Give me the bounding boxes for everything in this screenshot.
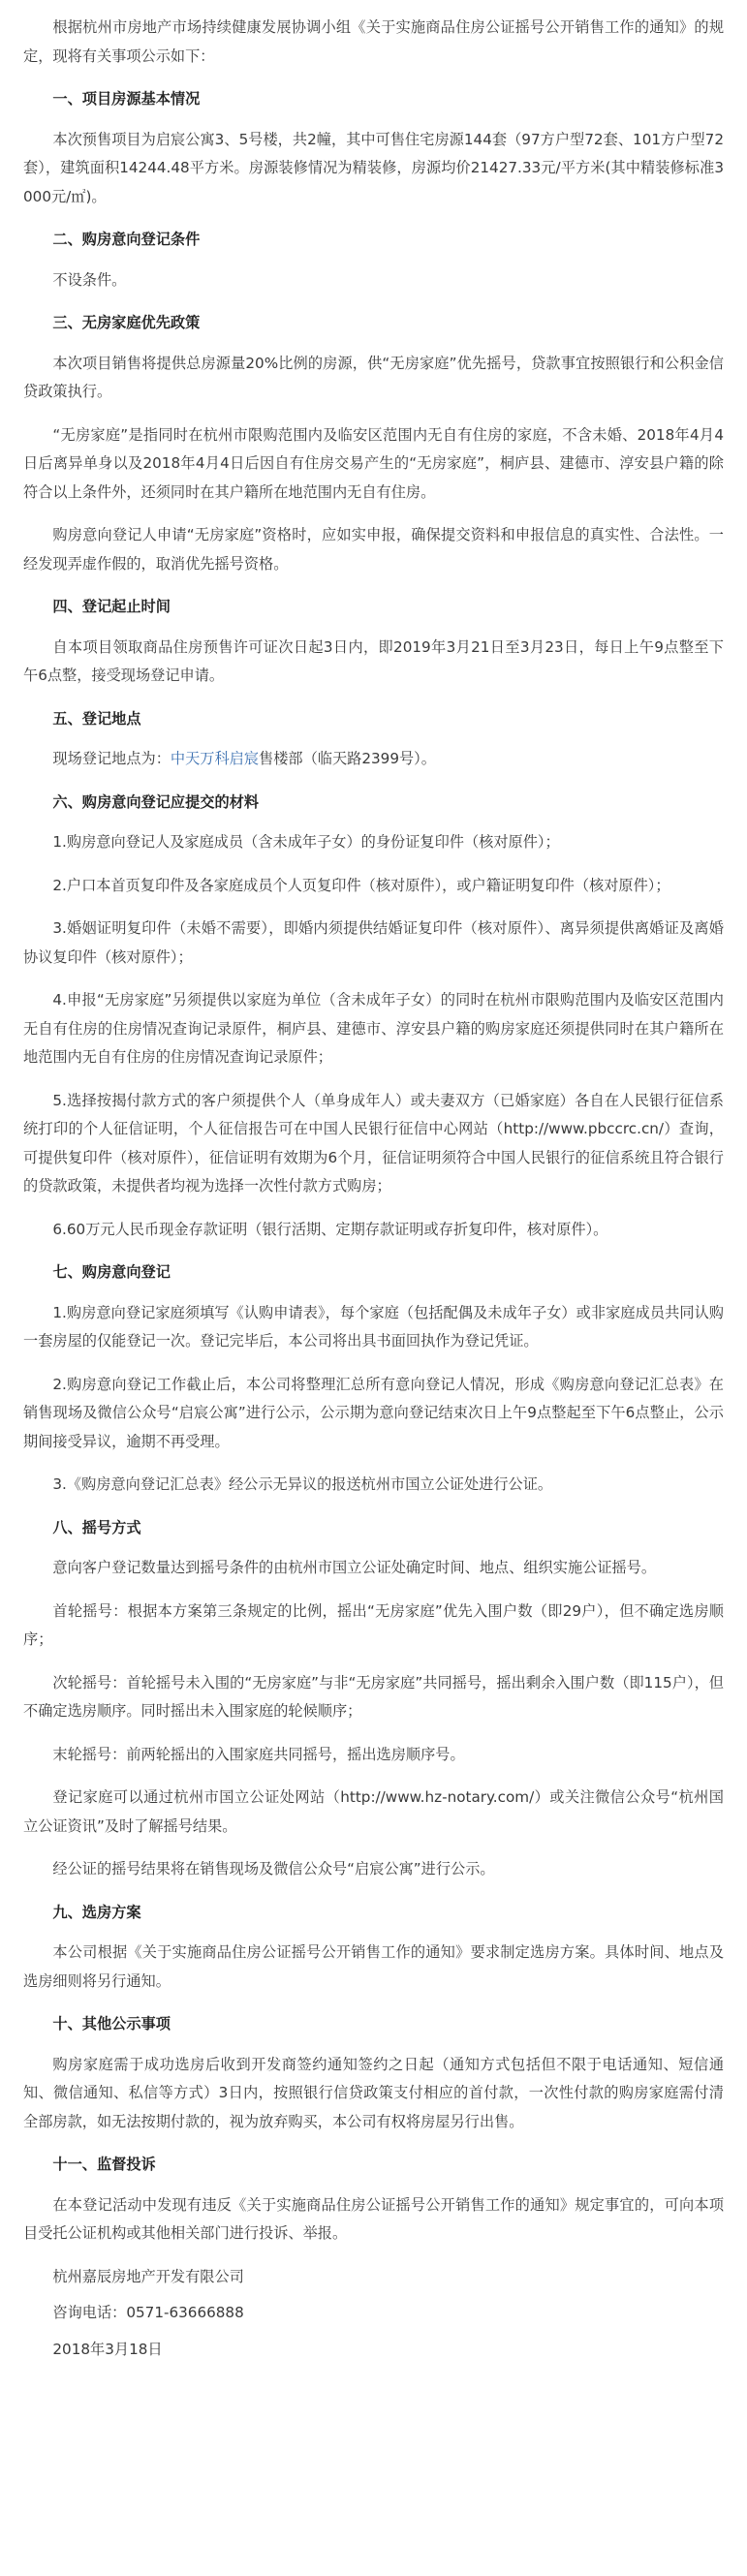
material-item-3: 3.婚姻证明复印件（未婚不需要），即婚内须提供结婚证复印件（核对原件）、离异须提供离婚证及离婚协议复印件（核对原件）； bbox=[23, 919, 724, 966]
section-2-text: 不设条件。 bbox=[52, 270, 127, 289]
lottery-result-publicity: 经公证的摇号结果将在销售现场及微信公众号“启宸公寓”进行公示。 bbox=[52, 1860, 495, 1878]
material-item-5: 5.选择按揭付款方式的客户须提供个人（单身成年人）或夫妻双方（已婚家庭）各自在人民银行征信系统打印的个人征信证明，个人征信报告可在中国人民银行征信中心网站（http://www.pbccrc.cn/）查询，可提供复印件（核对原件），征信证明有效期为6个月，征信证明须符合中国人民银行的征信系统且符合银行的贷款政策，未提供者均视为选择一次性付款方式购房； bbox=[23, 1091, 724, 1195]
material-item-1: 1.购房意向登记人及家庭成员（含未成年子女）的身份证复印件（核对原件）； bbox=[52, 833, 560, 851]
section-5-text bbox=[23, 745, 724, 774]
lottery-round-1: 首轮摇号：根据本方案第三条规定的比例，摇出“无房家庭”优先入围户数（即29户），但不确定选房顺序； bbox=[23, 1601, 724, 1648]
section-3-text-3: 购房意向登记人申请“无房家庭”资格时，应如实申报，确保提交资料和申报信息的真实性、合法性。一经发现弄虚作假的，取消优先摇号资格。 bbox=[23, 526, 724, 573]
registration-item-1: 1.购房意向登记家庭须填写《认购申请表》，每个家庭（包括配偶及未成年子女）或非家庭成员共同认购一套房屋的仅能登记一次。登记完毕后，本公司将出具书面回执作为登记凭证。 bbox=[23, 1303, 724, 1350]
lottery-result-query: 登记家庭可以通过杭州市国立公证处网站（http://www.hz-notary.com/）或关注微信公众号“杭州国立公证资讯”及时了解摇号结果。 bbox=[23, 1788, 724, 1835]
signature-company: 杭州嘉辰房地产开发有限公司 bbox=[52, 2267, 244, 2285]
registration-item-2: 2.购房意向登记工作截止后，本公司将整理汇总所有意向登记人情况，形成《购房意向登记汇总表》在销售现场及微信公众号“启宸公寓”进行公示，公示期为意向登记结束次日上午9点整起至下午6点整止，公示期间接受异议，逾期不再受理。 bbox=[23, 1375, 724, 1450]
project-link[interactable]: 中天万科启宸 bbox=[170, 750, 260, 767]
intro-paragraph: 根据杭州市房地产市场持续健康发展协调小组《关于实施商品住房公证摇号公开销售工作的通知》的规定，现将有关事项公示如下： bbox=[23, 18, 724, 65]
section-3-text-2: “无房家庭”是指同时在杭州市限购范围内及临安区范围内无自有住房的家庭，不含未婚、2018年4月4日后离异单身以及2018年4月4日后因自有住房交易产生的“无房家庭”，桐庐县、建德市、淳安县户籍的除符合以上条件外，还须同时在其户籍所在地范围内无自有住房。 bbox=[23, 425, 724, 501]
section-10-heading: 十、其他公示事项 bbox=[52, 2015, 171, 2033]
section-6-heading: 六、购房意向登记应提交的材料 bbox=[52, 792, 260, 811]
material-item-2: 2.户口本首页复印件及各家庭成员个人页复印件（核对原件），或户籍证明复印件（核对原件）； bbox=[52, 876, 670, 894]
section-11-text: 在本登记活动中发现有违反《关于实施商品住房公证摇号公开销售工作的通知》规定事宜的，可向本项目受托公证机构或其他相关部门进行投诉、举报。 bbox=[23, 2195, 724, 2242]
section-7-heading: 七、购房意向登记 bbox=[52, 1263, 171, 1281]
section-3-text-1: 本次项目销售将提供总房源量20%比例的房源，供“无房家庭”优先摇号，贷款事宜按照银行和公积金信贷政策执行。 bbox=[23, 354, 724, 400]
section-2-heading: 二、购房意向登记条件 bbox=[52, 231, 201, 248]
lottery-round-final: 末轮摇号：前两轮摇出的入围家庭共同摇号，摇出选房顺序号。 bbox=[52, 1745, 465, 1763]
section-3-heading: 三、无房家庭优先政策 bbox=[52, 314, 201, 331]
section-9-text: 本公司根据《关于实施商品住房公证摇号公开销售工作的通知》要求制定选房方案。具体时间、地点及选房细则将另行通知。 bbox=[23, 1943, 724, 1990]
section-11-heading: 十一、监督投诉 bbox=[52, 2156, 156, 2173]
location-suffix: 售楼部（临天路2399号）。 bbox=[259, 750, 436, 767]
location-prefix: 现场登记地点为： bbox=[52, 750, 171, 767]
section-1-heading: 一、项目房源基本情况 bbox=[52, 90, 201, 108]
signature-phone: 咨询电话：0571-63666888 bbox=[52, 2304, 244, 2321]
material-item-4: 4.申报“无房家庭”另须提供以家庭为单位（含未成年子女）的同时在杭州市限购范围内及临安区范围内无自有住房的住房情况查询记录原件，桐庐县、建德市、淳安县户籍的购房家庭还须提供同时在其户籍所在地范围内无自有住房的住房情况查询记录原件； bbox=[23, 991, 724, 1066]
material-item-6: 6.60万元人民币现金存款证明（银行活期、定期存款证明或存折复印件，核对原件）。 bbox=[52, 1220, 608, 1238]
section-4-text: 自本项目领取商品住房预售许可证次日起3日内，即2019年3月21日至3月23日，每日上午9点整至下午6点整，接受现场登记申请。 bbox=[23, 637, 724, 684]
lottery-intro: 意向客户登记数量达到摇号条件的由杭州市国立公证处确定时间、地点、组织实施公证摇号。 bbox=[52, 1559, 657, 1576]
section-8-heading: 八、摇号方式 bbox=[52, 1518, 141, 1536]
registration-item-3: 3.《购房意向登记汇总表》经公示无异议的报送杭州市国立公证处进行公证。 bbox=[52, 1475, 553, 1493]
section-4-heading: 四、登记起止时间 bbox=[52, 598, 171, 615]
section-10-text: 购房家庭需于成功选房后收到开发商签约通知签约之日起（通知方式包括但不限于电话通知、短信通知、微信通知、私信等方式）3日内，按照银行信贷政策支付相应的首付款，一次性付款的购房家庭需付清全部房款，如无法按期付款的，视为放弃购买，本公司有权将房屋另行出售。 bbox=[23, 2055, 724, 2130]
lottery-round-2: 次轮摇号：首轮摇号未入围的“无房家庭”与非“无房家庭”共同摇号，摇出剩余入围户数（即115户），但不确定选房顺序。同时摇出未入围家庭的轮候顺序； bbox=[23, 1673, 724, 1720]
section-1-text: 本次预售项目为启宸公寓3、5号楼，共2幢，其中可售住宅房源144套（97方户型72套、101方户型72套），建筑面积14244.48平方米。房源装修情况为精装修，房源均价21427.33元/平方米(其中精装修标准3000元/㎡)。 bbox=[23, 130, 724, 205]
signature-date: 2018年3月18日 bbox=[52, 2340, 163, 2358]
section-5-heading: 五、登记地点 bbox=[52, 709, 141, 728]
section-9-heading: 九、选房方案 bbox=[52, 1903, 141, 1921]
